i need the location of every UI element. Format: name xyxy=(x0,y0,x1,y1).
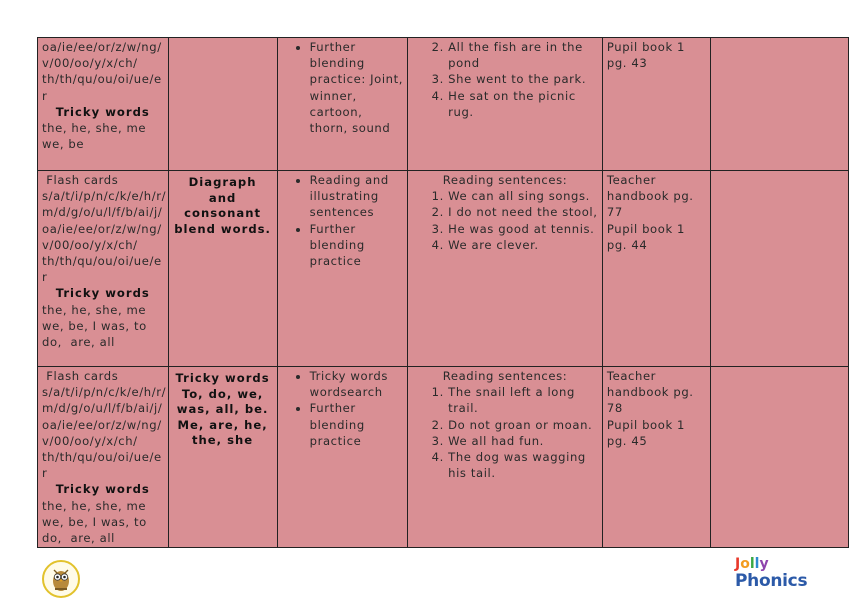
tricky-line: do, are, all xyxy=(42,335,115,350)
activities-list xyxy=(282,368,404,449)
sentences-cell xyxy=(408,367,603,548)
sound-line: th/th/qu/ou/oi/ue/e xyxy=(42,72,162,87)
sounds-cell xyxy=(38,171,169,367)
sentence-item: 2. Do not groan or moan. xyxy=(448,417,598,433)
sound-line: m/d/g/o/u/l/f/b/ai/j/ xyxy=(42,205,163,220)
sounds-cell xyxy=(38,367,169,548)
resource-line: Pupil book 1 xyxy=(606,40,686,54)
sound-line: s/a/t/i/p/n/c/k/e/h/r/ xyxy=(42,189,167,204)
activity-item: • Further blending practice: Joint, winner, cartoon, thorn, sound xyxy=(310,39,404,136)
sentence-item: 3. She went to the park. xyxy=(448,71,598,87)
activity-item: • Tricky words wordsearch xyxy=(310,368,404,400)
resource-line: handbook pg. xyxy=(606,189,694,204)
sound-line: v/00/oo/y/x/ch/ xyxy=(42,56,138,71)
logo-letter: y xyxy=(759,556,769,572)
sound-line: r xyxy=(42,88,48,103)
sentence-item: 4. He sat on the picnic rug. xyxy=(448,88,598,120)
resource-line: pg. 44 xyxy=(606,237,648,252)
resources-cell xyxy=(602,38,710,171)
resources-cell xyxy=(602,171,710,367)
sentences-cell xyxy=(408,38,603,171)
resource-line: 78 xyxy=(606,401,623,416)
logo-jolly-text xyxy=(735,556,769,572)
tricky-line: we, be, I was, to xyxy=(42,514,147,529)
resource-line: 77 xyxy=(606,205,623,220)
tricky-line: do, are, all xyxy=(42,531,115,546)
reading-sentences-heading: Reading sentences: xyxy=(442,173,568,187)
table-row xyxy=(38,38,849,171)
resource-line: Teacher xyxy=(606,369,657,383)
lesson-plan-table xyxy=(37,37,849,548)
notes-cell xyxy=(710,38,848,171)
focus-text xyxy=(173,39,273,42)
sound-line: th/th/qu/ou/oi/ue/e xyxy=(42,254,162,269)
activities-cell xyxy=(277,171,408,367)
sentences-list xyxy=(412,384,598,481)
logo-letter: o xyxy=(740,556,750,572)
sentences-list xyxy=(412,39,598,120)
resource-line: Pupil book 1 xyxy=(606,417,686,432)
notes-cell xyxy=(710,367,848,548)
logo-phonics-text: Phonics xyxy=(735,571,808,591)
tricky-line: the, he, she, me xyxy=(42,302,147,317)
focus-cell xyxy=(168,38,277,171)
sound-line: r xyxy=(42,270,48,285)
resource-line: pg. 43 xyxy=(606,56,648,71)
sentence-item: 4. We are clever. xyxy=(448,237,598,253)
resources-cell xyxy=(602,367,710,548)
sentence-item: 1. We can all sing songs. xyxy=(448,188,598,204)
table-row xyxy=(38,171,849,367)
flash-cards-label: Flash cards xyxy=(42,173,119,187)
tricky-words-heading: Tricky words xyxy=(55,482,150,497)
focus-cell xyxy=(168,367,277,548)
owl-icon xyxy=(42,560,80,598)
activities-list xyxy=(282,39,404,136)
logo-letter: J xyxy=(735,556,741,572)
logo-letter: l xyxy=(754,556,760,572)
focus-text: Tricky words To, do, we, was, all, be. Me, are, he, the, she xyxy=(175,371,270,448)
flash-cards-label: Flash cards xyxy=(42,369,119,383)
sentence-item: 1. The snail left a long trail. xyxy=(448,384,598,416)
resource-line: pg. 45 xyxy=(606,433,648,448)
tricky-words-heading: Tricky words xyxy=(55,104,150,119)
sound-line: r xyxy=(42,466,48,481)
owl-icon-graphic xyxy=(44,562,78,596)
sound-line: v/00/oo/y/x/ch/ xyxy=(42,237,138,252)
focus-text: Diagraph and consonant blend words. xyxy=(174,175,271,236)
activities-cell xyxy=(277,367,408,548)
sound-line: th/th/qu/ou/oi/ue/e xyxy=(42,450,162,465)
sound-line: oa/ie/ee/or/z/w/ng/ xyxy=(42,417,162,432)
sound-line: oa/ie/ee/or/z/w/ng/ xyxy=(42,40,162,54)
notes-cell xyxy=(710,171,848,367)
resource-line: Pupil book 1 xyxy=(606,221,686,236)
sentence-item: 3. He was good at tennis. xyxy=(448,221,598,237)
sentence-item: 4. The dog was wagging his tail. xyxy=(448,449,598,481)
focus-cell xyxy=(168,171,277,367)
activities-list xyxy=(282,172,404,269)
tricky-words-heading: Tricky words xyxy=(55,286,150,301)
sound-line: v/00/oo/y/x/ch/ xyxy=(42,433,138,448)
sentences-list xyxy=(412,188,598,253)
sound-line: s/a/t/i/p/n/c/k/e/h/r/ xyxy=(42,385,167,400)
resource-line: handbook pg. xyxy=(606,385,694,400)
sentence-item: 2. I do not need the stool, xyxy=(448,204,598,220)
sentences-cell xyxy=(408,171,603,367)
tricky-line: we, be xyxy=(42,137,85,152)
activity-item: • Further blending practice xyxy=(310,221,404,270)
reading-sentences-heading: Reading sentences: xyxy=(442,369,568,383)
sounds-cell xyxy=(38,38,169,171)
sentence-item: 2. All the fish are in the pond xyxy=(448,39,598,71)
activities-cell xyxy=(277,38,408,171)
table-row xyxy=(38,367,849,548)
jolly-phonics-logo xyxy=(735,556,815,596)
tricky-line: the, he, she, me xyxy=(42,498,147,513)
sound-line: m/d/g/o/u/l/f/b/ai/j/ xyxy=(42,401,163,416)
activity-item: • Further blending practice xyxy=(310,400,404,449)
tricky-line: the, he, she, me xyxy=(42,121,147,136)
resource-line: Teacher xyxy=(606,173,657,187)
logo-letter: l xyxy=(749,556,755,572)
tricky-line: we, be, I was, to xyxy=(42,318,147,333)
activity-item: • Reading and illustrating sentences xyxy=(310,172,404,221)
sound-line: oa/ie/ee/or/z/w/ng/ xyxy=(42,221,162,236)
sentence-item: 3. We all had fun. xyxy=(448,433,598,449)
